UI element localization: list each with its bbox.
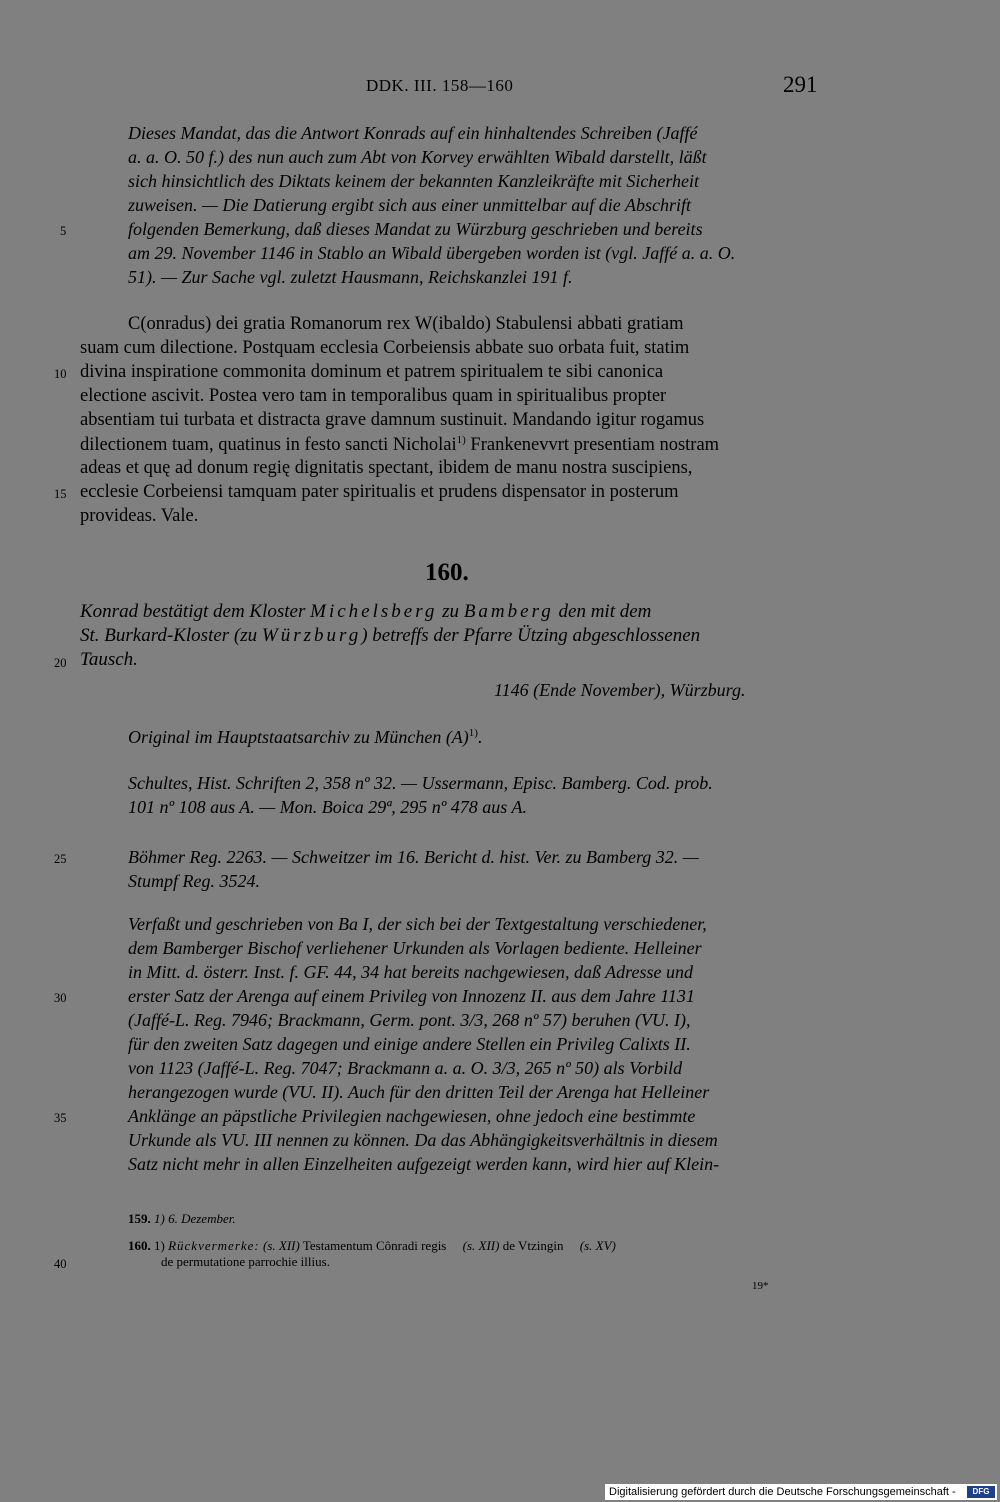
summary-line: Tausch.: [80, 649, 138, 670]
dfg-funding-text: Digitalisierung gefördert durch die Deutsche Forschungsgemeinschaft -: [609, 1486, 956, 1498]
text-line: suam cum dilectione. Postquam ecclesia Corbeiensis abbate suo orbata fuit, statim: [80, 338, 690, 358]
date-line: 1146 (Ende November), Würzburg.: [494, 680, 746, 700]
commentary-line: in Mitt. d. österr. Inst. f. GF. 44, 34 hat bereits nachgewiesen, daß Adresse und: [128, 962, 693, 982]
commentary-line: folgenden Bemerkung, daß dieses Mandat zu Würzburg geschrieben und bereits: [128, 219, 703, 239]
commentary-line: (Jaffé-L. Reg. 7946; Brackmann, Germ. pont. 3/3, 268 nº 57) beruhen (VU. I),: [128, 1010, 691, 1030]
line-number: 20: [54, 656, 67, 670]
footnote-ref: 1): [468, 727, 478, 739]
commentary-line: Verfaßt und geschrieben von Ba I, der sich bei der Textgestaltung verschiedener,: [128, 914, 707, 934]
running-header: DDK. III. 158—160: [366, 76, 514, 95]
text-line: divina inspiratione commonita dominum et patrem spiritualem te sibi canonica: [80, 362, 664, 382]
commentary-line: zuweisen. — Die Datierung ergibt sich aus einer unmittelbar auf die Abschrift: [128, 195, 691, 215]
signature-mark: 19*: [752, 1280, 769, 1292]
line-number: 10: [54, 367, 67, 381]
original-note: Original im Hauptstaatsarchiv zu München $(A)^{1)}$.: [128, 727, 483, 747]
text-line: dilectionem tuam, quatinus in festo sancti Nicholai$^{1)}$ Frankenevvrt presentiam nostram: [80, 434, 720, 456]
edition-line: 101 nº 108 aus A. — Mon. Boica 29ª, 295 nº 478 aus A.: [128, 797, 527, 817]
line-number: 40: [54, 1257, 67, 1271]
document-number: 160.: [425, 559, 469, 586]
commentary-line: erster Satz der Arenga auf einem Privileg von Innozenz II. aus dem Jahre 1131: [128, 986, 695, 1006]
line-number: 15: [54, 487, 67, 501]
edition-line: Schultes, Hist. Schriften 2, 358 nº 32. — Ussermann, Episc. Bamberg. Cod. prob.: [128, 773, 713, 793]
regesta-line: Stumpf Reg. 3524.: [128, 871, 260, 891]
line-number: 25: [54, 852, 67, 866]
line-number: 30: [54, 991, 67, 1005]
commentary-line: 51). — Zur Sache vgl. zuletzt Hausmann, Reichskanzlei 191 f.: [128, 267, 573, 287]
commentary-line: a. a. O. 50 f.) des nun auch zum Abt von Korvey erwählten Wibald darstellt, läßt: [128, 147, 707, 167]
commentary-line: dem Bamberger Bischof verliehener Urkunden als Vorlagen bediente. Helleiner: [128, 938, 702, 958]
commentary-line: von 1123 (Jaffé-L. Reg. 7047; Brackmann a. a. O. 3/3, 265 nº 50) als Vorbild: [128, 1058, 683, 1078]
commentary-line: sich hinsichtlich des Diktats keinem der bekannten Kanzleikräfte mit Sicherheit: [128, 171, 700, 191]
summary-line: St. Burkard-Kloster (zu Würzburg) betreffs der Pfarre Ützing abgeschlossenen: [80, 625, 701, 646]
text-line: adeas et quę ad donum regię dignitatis spectant, ibidem de manu nostra suscipiens,: [80, 458, 693, 478]
text-line: electione ascivit. Postea vero tam in temporalibus quam in spiritualibus propter: [80, 386, 667, 406]
line-number: 35: [54, 1111, 67, 1125]
summary-line: Konrad bestätigt dem Kloster Michelsberg zu Bamberg den mit dem: [80, 601, 652, 622]
commentary-line: am 29. November 1146 in Stablo an Wibald übergeben worden ist (vgl. Jaffé a. a. O.: [128, 243, 736, 263]
dfg-funding-bar: [605, 1484, 997, 1500]
footnote-ref: 1): [456, 434, 466, 446]
regesta-line: Böhmer Reg. 2263. — Schweitzer im 16. Bericht d. hist. Ver. zu Bamberg 32. —: [128, 847, 699, 867]
dfg-logo-icon: DFG: [967, 1486, 995, 1498]
commentary-line: Anklänge an päpstliche Privilegien nachgewiesen, ohne jedoch eine bestimmte: [128, 1106, 696, 1126]
commentary-line: Dieses Mandat, das die Antwort Konrads auf ein hinhaltendes Schreiben (Jaffé: [128, 123, 698, 143]
commentary-line: für den zweiten Satz dagegen und einige andere Stellen ein Privileg Calixts II.: [128, 1034, 691, 1054]
line-number: 5: [60, 224, 67, 238]
commentary-line: Satz nicht mehr in allen Einzelheiten aufgezeigt werden kann, wird hier auf Klein-: [128, 1154, 720, 1174]
text-line: absentiam tui turbata et distracta grave damnum sustinuit. Mandando igitur rogamus: [80, 410, 705, 430]
text-line: provideas. Vale.: [80, 506, 199, 526]
commentary-line: herangezogen wurde (VU. II). Auch für den dritten Teil der Arenga hat Helleiner: [128, 1082, 710, 1102]
text-line: C(onradus) dei gratia Romanorum rex W(ibaldo) Stabulensi abbati gratiam: [128, 314, 684, 334]
text-line: ecclesie Corbeiensi tamquam pater spiritualis et prudens dispensator in posterum: [80, 482, 679, 502]
commentary-line: Urkunde als VU. III nennen zu können. Da das Abhängigkeitsverhältnis in diesem: [128, 1130, 718, 1150]
footnote-160-cont: de permutatione parrochie illius.: [161, 1254, 330, 1269]
page-number: 291: [783, 72, 818, 97]
footnote-159: 159. 1) 6. Dezember.: [128, 1211, 236, 1226]
footnote-160: 160. 1) Rückvermerke: (s. XII) Testamentum Cônradi regis (s. XII) de Vtzingin (s. XV): [128, 1238, 616, 1253]
